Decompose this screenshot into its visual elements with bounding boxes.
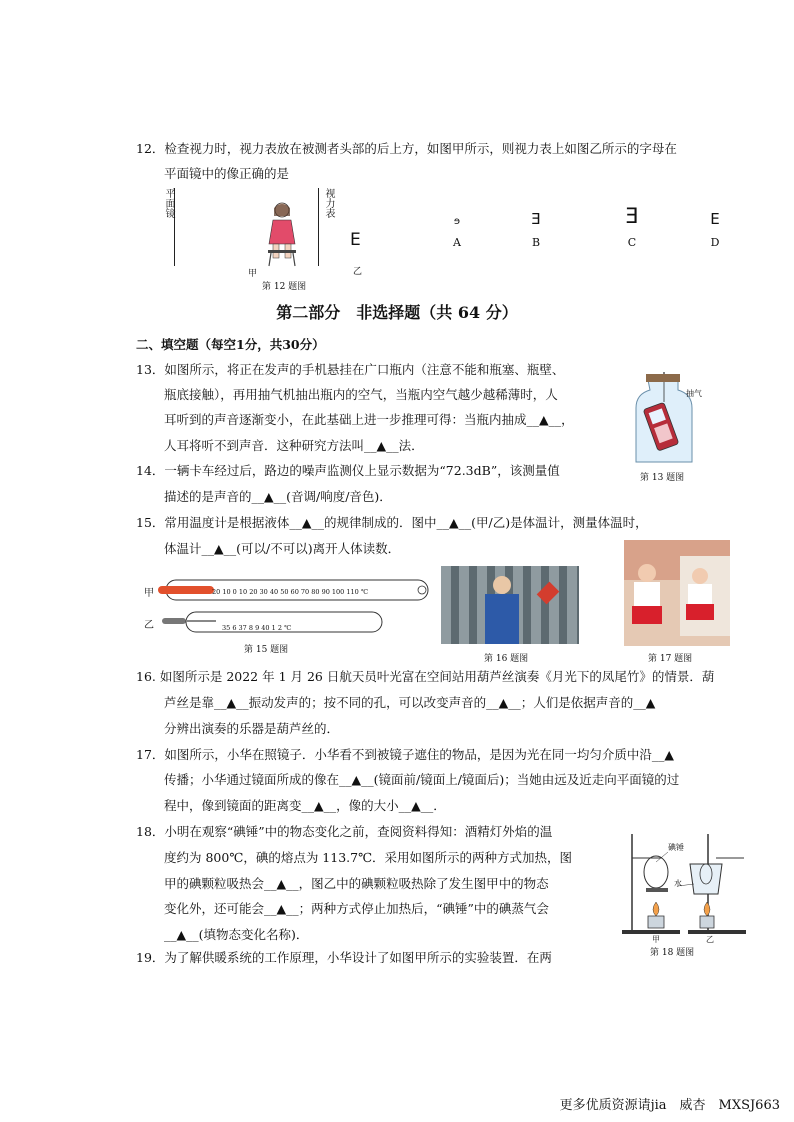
mirror-label: 平面镜 [163, 188, 174, 218]
q12-line-2: 平面镜中的像正确的是 [164, 166, 290, 181]
q18-line-3: 甲的碘颗粒吸热会__▲__，图乙中的碘颗粒吸热除了发生图甲中的物态 [164, 876, 549, 891]
q13-line-3: 耳听到的声音逐渐变小，在此基础上进一步推理可得：当瓶内抽成__▲__， [164, 412, 574, 427]
q18-line-5: __▲__(填物态变化名称)． [164, 927, 309, 942]
jar-phone-figure [634, 372, 708, 468]
thermo-yi-label: 乙 [144, 620, 154, 631]
thermo-yi-scale: 35 6 37 8 9 40 1 2 ℃ [222, 624, 292, 632]
option-c-label: C [627, 236, 637, 249]
q17-line-3: 程中，像到镜面的距离变__▲__，像的大小__▲__． [164, 798, 446, 813]
q18-line-1: 18．小明在观察“碘锤”中的物态变化之前，查阅资料得知：酒精灯外焰的温 [136, 824, 553, 839]
q16-line-1: 16. 如图所示是 2022 年 1 月 26 日航天员叶光富在空间站用葫芦丝演奏《月光下的凤尾竹》的情景．葫 [136, 669, 715, 684]
mirror-girl-photo [624, 540, 730, 646]
q13-line-1: 13．如图所示，将正在发声的手机悬挂在广口瓶内（注意不能和瓶塞、瓶壁、 [136, 362, 565, 377]
water-label: 水 [674, 879, 682, 888]
thermo-jia-label: 甲 [144, 588, 154, 599]
option-a-glyph: ɘ [453, 216, 461, 227]
thermo-jia-scale: 20 10 0 10 20 30 40 50 60 70 80 90 100 110 ℃ [212, 588, 369, 596]
q16-caption: 第 16 题图 [484, 654, 529, 664]
footer-text: 更多优质资源请jia 威杏 MXSJ663 [559, 1098, 780, 1113]
letter-e: E [350, 230, 361, 250]
q19-line-1: 19．为了解供暖系统的工作原理，小华设计了如图甲所示的实验装置．在两 [136, 950, 552, 965]
q13-figure [634, 372, 708, 484]
q17-line-1: 17．如图所示，小华在照镜子．小华看不到被镜子遮住的物品，是因为光在同一均匀介质中沿__▲ [136, 747, 675, 762]
thermometer-yi [156, 610, 386, 636]
option-d-glyph: E [710, 210, 720, 228]
astronaut-photo [441, 566, 579, 644]
q18-yi-label: 乙 [706, 935, 714, 944]
q16-line-3: 分辨出演奏的乐器是葫芦丝的． [164, 721, 340, 736]
chart-label: 视力表 [323, 188, 334, 218]
mirror-line [174, 188, 175, 266]
person-figure [262, 200, 302, 268]
option-a-label: A [453, 236, 461, 249]
q13-line-4: 人耳将听不到声音．这种研究方法叫__▲__法． [164, 438, 424, 453]
q14-line-1: 14．一辆卡车经过后，路边的噪声监测仪上显示数据为“72.3dB”，该测量值 [136, 463, 560, 478]
q15-caption: 第 15 题图 [244, 645, 289, 655]
q18-jia-label: 甲 [652, 935, 660, 944]
option-b-glyph: Ǝ [531, 210, 541, 228]
option-b-label: B [531, 236, 541, 249]
q15-line-2: 体温计__▲__(可以/不可以)离开人体读数． [164, 541, 401, 556]
section2-title: 二、填空题（每空1分，共30分） [136, 337, 325, 352]
q18-figure [618, 828, 750, 958]
option-d-label: D [710, 236, 720, 249]
q17-caption: 第 17 题图 [648, 654, 693, 664]
q16-line-2: 芦丝是靠__▲__振动发声的；按不同的孔，可以改变声音的__▲__；人们是依据声音的__▲ [164, 695, 656, 710]
pump-label: 抽气 [686, 389, 702, 398]
q12-yi-label: 乙 [353, 267, 363, 277]
q15-figure [144, 576, 434, 658]
q18-caption: 第 18 题图 [650, 948, 695, 958]
q12-caption: 第 12 题图 [262, 282, 307, 292]
q12-jia-label: 甲 [248, 269, 258, 279]
q17-line-2: 传播；小华通过镜面所成的像在__▲__(镜面前/镜面上/镜面后)；当她由远及近走向平面镜的过 [164, 772, 680, 787]
q13-caption: 第 13 题图 [640, 473, 685, 483]
iodine-hammer-label: 碘锤 [668, 843, 684, 852]
q15-line-1: 15．常用温度计是根据液体__▲__的规律制成的．图中__▲__(甲/乙)是体温计，测量体温时， [136, 515, 648, 530]
q18-line-2: 度约为 800℃，碘的熔点为 113.7℃．采用如图所示的两种方式加热，图 [164, 850, 573, 865]
q12-figure [150, 186, 790, 296]
part2-title: 第二部分 非选择题（共 64 分） [276, 303, 518, 322]
q12-line-1: 12．检查视力时，视力表放在被测者头部的后上方，如图甲所示，则视力表上如图乙所示的字母在 [136, 141, 677, 156]
q14-line-2: 描述的是声音的__▲__(音调/响度/音色)． [164, 489, 392, 504]
iodine-apparatus [618, 828, 750, 940]
q18-line-4: 变化外，还可能会__▲__；两种方式停止加热后，“碘锤”中的碘蒸气会 [164, 901, 549, 916]
option-c-glyph: Ǝ [625, 204, 639, 228]
chart-line [318, 188, 319, 266]
q13-line-2: 瓶底接触），再用抽气机抽出瓶内的空气，当瓶内空气越少越稀薄时，人 [164, 387, 558, 402]
